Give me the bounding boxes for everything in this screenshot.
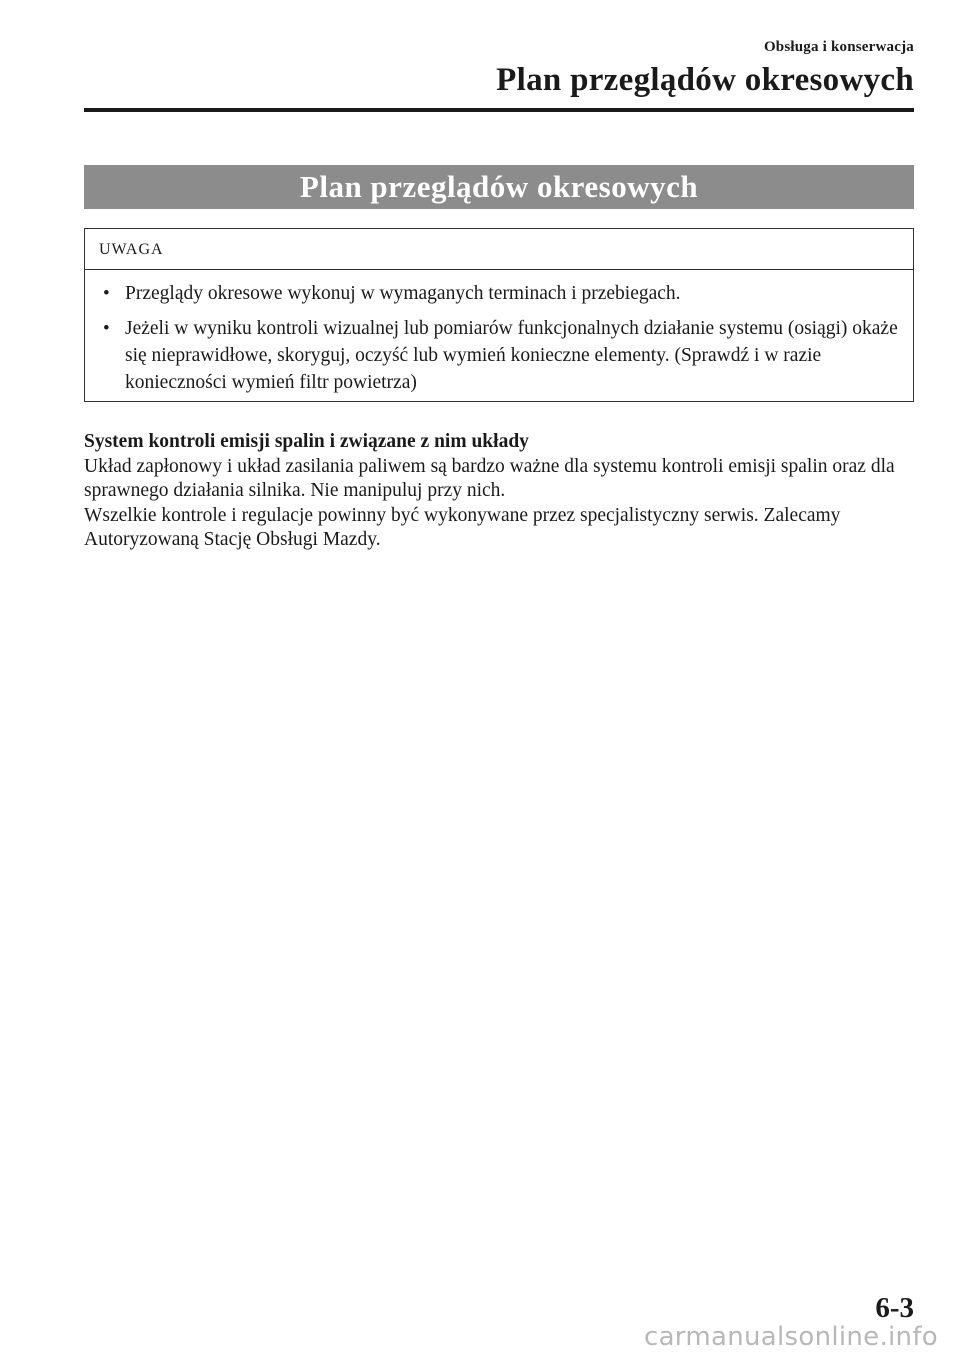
note-item-text: Przeglądy okresowe wykonuj w wymaganych terminach i przebiegach.: [125, 283, 681, 304]
page-number: 6-3: [875, 1292, 914, 1324]
watermark-link[interactable]: carmanualsonline.info: [643, 1322, 938, 1352]
running-header: [496, 38, 914, 100]
body-paragraph: Układ zapłonowy i układ zasilania paliwem są bardzo ważne dla systemu kontroli emisji spalin oraz dla sprawnego działania silnika. Nie manipuluj przy nich.: [84, 455, 895, 501]
note-title: UWAGA: [85, 229, 913, 270]
body-text: [84, 430, 914, 553]
section-banner: Plan przeglądów okresowych: [84, 165, 914, 209]
note-item: [99, 315, 899, 396]
bullet-icon: •: [103, 318, 110, 339]
chapter-title: Obsługa i konserwacja: [763, 39, 914, 55]
note-list: [85, 270, 913, 396]
body-paragraph: Wszelkie kontrole i regulacje powinny być wykonywane przez specjalistyczny serwis. Zalecamy Autoryzowaną Stację Obsługi Mazdy.: [84, 504, 841, 550]
note-item-text: Jeżeli w wyniku kontroli wizualnej lub pomiarów funkcjonalnych działanie systemu (osiągi) okaże się nieprawidłowe, skoryguj, oczyść lub wymień konieczne elementy. (Sprawdź i w razie konieczności wymień filtr powietrza): [125, 318, 898, 393]
body-heading: System kontroli emisji spalin i związane z nim układy: [84, 431, 529, 452]
header-rule: [84, 108, 914, 112]
section-title: Plan przeglądów okresowych: [496, 62, 914, 98]
note-box: [84, 228, 914, 402]
note-item: [99, 280, 899, 307]
bullet-icon: •: [103, 283, 110, 304]
